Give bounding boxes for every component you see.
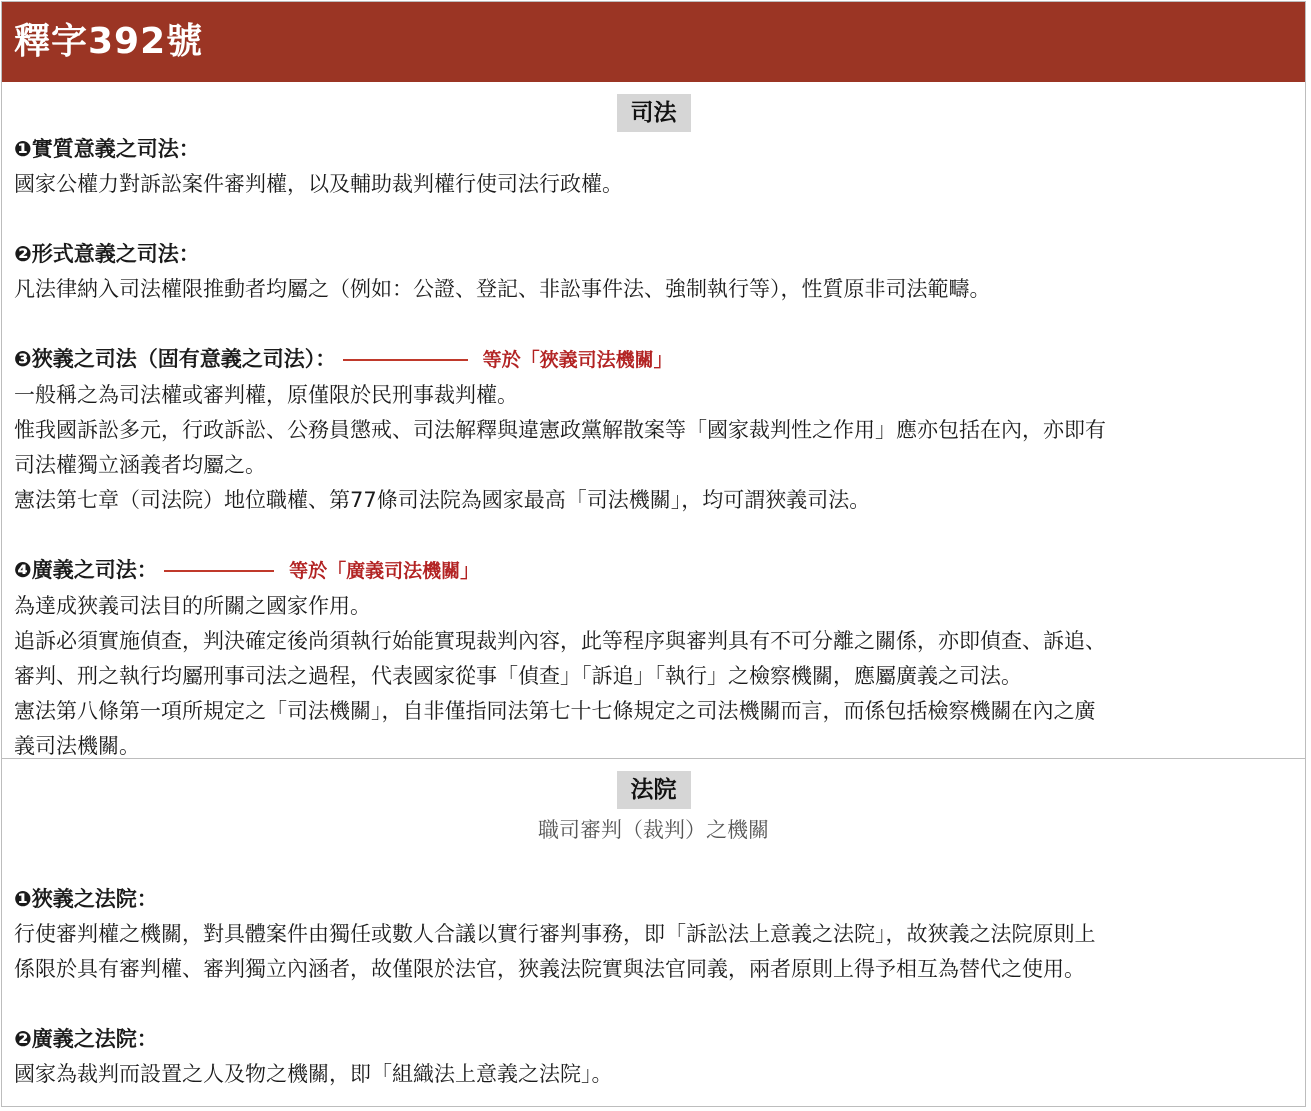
- item-line: 行使審判權之機關，對具體案件由獨任或數人合議以實行審判事務，即「訴訟法上意義之法院」，故狹義之法院原則上: [14, 922, 1096, 946]
- document-frame: [1, 1, 1306, 1107]
- item-line: 追訴必須實施偵查，判決確定後尚須執行始能實現裁判內容，此等程序與審判具有不可分離之關係，亦即偵查、訴追、: [14, 629, 1106, 653]
- item-line: 為達成狹義司法目的所關之國家作用。: [14, 594, 371, 618]
- item-line: 係限於具有審判權、審判獨立內涵者，故僅限於法官，狹義法院實與法官同義，兩者原則上得予相互為替代之使用。: [14, 957, 1085, 981]
- item-broad-judiciary: [14, 553, 1293, 764]
- annotation-line: [343, 359, 468, 361]
- item-heading: ❶狹義之法院：: [14, 887, 158, 911]
- section-title-court: 法院: [617, 771, 691, 809]
- item-substantive-judiciary: [14, 132, 1293, 202]
- item-line: 義司法機關。: [14, 734, 140, 758]
- section-court: [2, 759, 1305, 1092]
- section-title-judiciary: 司法: [617, 94, 691, 132]
- item-heading: ❷形式意義之司法：: [14, 242, 200, 266]
- item-heading: ❶實質意義之司法：: [14, 137, 200, 161]
- item-line: 惟我國訴訟多元，行政訴訟、公務員懲戒、司法解釋與違憲政黨解散案等「國家裁判性之作用」應亦包括在內，亦即有: [14, 418, 1106, 442]
- annotation-note: 等於「廣義司法機關」: [289, 560, 480, 582]
- item-line: 憲法第七章（司法院）地位職權、第77條司法院為國家最高「司法機關」，均可謂狹義司法。: [14, 488, 871, 512]
- item-narrow-court: [14, 882, 1293, 987]
- item-heading: ❹廣義之司法：: [14, 558, 158, 582]
- item-line: 憲法第八條第一項所規定之「司法機關」，自非僅指同法第七十七條規定之司法機關而言，而係包括檢察機關在內之廣: [14, 699, 1096, 723]
- item-line: 一般稱之為司法權或審判權，原僅限於民刑事裁判權。: [14, 383, 518, 407]
- item-line: 國家為裁判而設置之人及物之機關，即「組織法上意義之法院」。: [14, 1062, 613, 1086]
- item-heading: ❸狹義之司法（固有意義之司法）：: [14, 347, 337, 371]
- item-formal-judiciary: [14, 237, 1293, 307]
- item-line: 凡法律納入司法權限推動者均屬之（例如：公證、登記、非訟事件法、強制執行等），性質原非司法範疇。: [14, 277, 991, 301]
- item-broad-court: [14, 1022, 1293, 1092]
- item-line: 審判、刑之執行均屬刑事司法之過程，代表國家從事「偵查」「訴追」「執行」之檢察機關，應屬廣義之司法。: [14, 664, 1022, 688]
- annotation-note: 等於「狹義司法機關」: [482, 349, 673, 371]
- page-title: 釋字392號: [2, 2, 1305, 82]
- annotation-line: [164, 570, 274, 572]
- section-subtitle: 職司審判（裁判）之機關: [538, 818, 769, 842]
- item-heading: ❷廣義之法院：: [14, 1027, 158, 1051]
- section-judiciary: [2, 82, 1305, 759]
- item-line: 國家公權力對訴訟案件審判權，以及輔助裁判權行使司法行政權。: [14, 172, 623, 196]
- item-line: 司法權獨立涵義者均屬之。: [14, 453, 266, 477]
- item-narrow-judiciary: [14, 342, 1293, 518]
